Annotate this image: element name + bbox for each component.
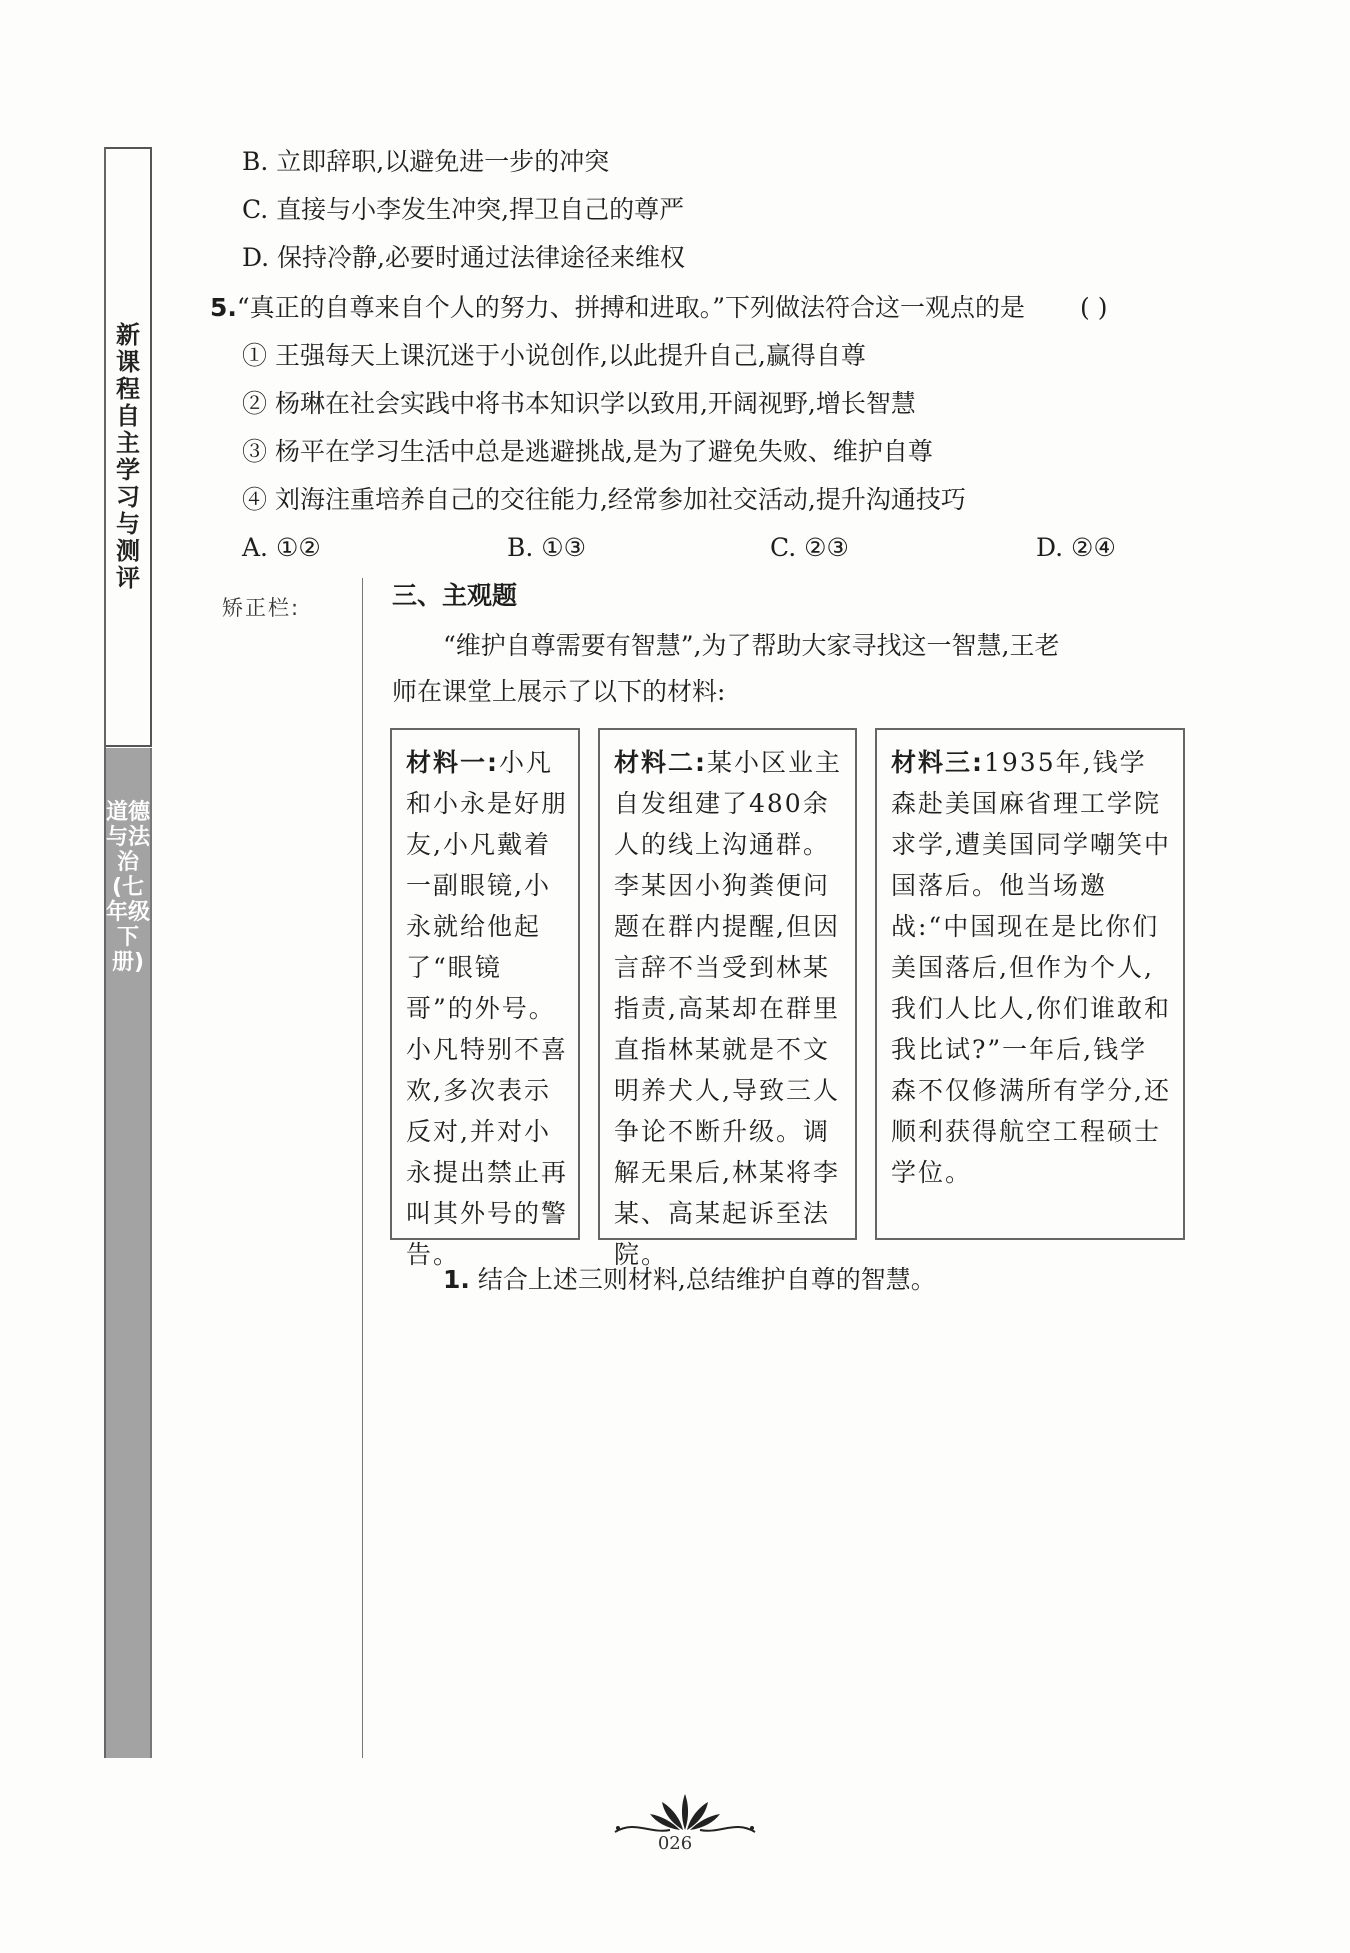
question-1-number: 1. xyxy=(443,1265,470,1294)
correction-column-rule xyxy=(362,578,363,1758)
q4-option-d: D. 保持冷静,必要时通过法律途径来维权 xyxy=(242,243,685,272)
q5-item-2: ② 杨琳在社会实践中将书本知识学以致用,开阔视野,增长智慧 xyxy=(242,389,916,418)
q4-option-b: B. 立即辞职,以避免进一步的冲突 xyxy=(242,147,610,176)
q4-option-c: C. 直接与小李发生冲突,捍卫自己的尊严 xyxy=(242,195,685,224)
q5-number: 5. xyxy=(210,293,237,322)
series-title: 新课程自主学习与测评 xyxy=(116,321,140,592)
material-two-text: 某小区业主自发组建了480余人的线上沟通群。李某因小狗粪便问题在群内提醒,但因言辞不当受到林某指责,高某却在群里直指林某就是不文明养犬人,导致三人争论不断升级。调解无果后,林某将李某、高某起诉至法院。 xyxy=(614,748,843,1269)
question-1 xyxy=(443,1262,936,1298)
q5-item-4: ④ 刘海注重培养自己的交往能力,经常参加社交活动,提升沟通技巧 xyxy=(242,485,966,514)
q5-item-1: ① 王强每天上课沉迷于小说创作,以此提升自己,赢得自尊 xyxy=(242,341,866,370)
correction-label: 矫正栏: xyxy=(222,596,301,620)
material-three-text: 1935年,钱学森赴美国麻省理工学院求学,遭美国同学嘲笑中国落后。他当场邀战:“中国现在是比你们美国落后,但作为个人,我们人比人,你们谁敢和我比试?”一年后,钱学森不仅修满所有学分,还顺利获得航空工程硕士学位。 xyxy=(891,748,1171,1187)
q5-answer-paren: ( ) xyxy=(1080,293,1108,322)
subject-title: 道德与法治(七年级下册) xyxy=(106,800,151,975)
section-title: 三、主观题 xyxy=(392,581,518,610)
material-two xyxy=(598,728,857,1269)
leaf-ornament-icon xyxy=(610,1790,760,1838)
q5-choice-a: A. ①② xyxy=(242,533,321,562)
material-three-label: 材料三: xyxy=(891,748,984,777)
question-1-text: 结合上述三则材料,总结维护自尊的智慧。 xyxy=(477,1265,936,1294)
q5-choice-c: C. ②③ xyxy=(770,533,849,562)
intro-line-1: “维护自尊需要有智慧”,为了帮助大家寻找这一智慧,王老 xyxy=(443,631,1060,660)
page-number: 026 xyxy=(657,1833,693,1854)
q5-choice-b: B. ①③ xyxy=(507,533,587,562)
material-two-label: 材料二: xyxy=(614,748,707,777)
material-one-text: 小凡和小永是好朋友,小凡戴着一副眼镜,小永就给他起了“眼镜哥”的外号。小凡特别不喜欢,多次表示反对,并对小永提出禁止再叫其外号的警告。 xyxy=(406,748,569,1269)
q5-stem-text: “真正的自尊来自个人的努力、拼搏和进取。”下列做法符合这一观点的是 xyxy=(236,293,1025,322)
q5-item-3: ③ 杨平在学习生活中总是逃避挑战,是为了避免失败、维护自尊 xyxy=(242,437,933,466)
q5-choice-d: D. ②④ xyxy=(1036,533,1116,562)
intro-line-2: 师在课堂上展示了以下的材料: xyxy=(392,677,726,706)
material-one xyxy=(390,728,580,1269)
material-one-label: 材料一: xyxy=(406,748,499,777)
material-three xyxy=(875,728,1185,1240)
q5-stem xyxy=(210,290,1025,326)
